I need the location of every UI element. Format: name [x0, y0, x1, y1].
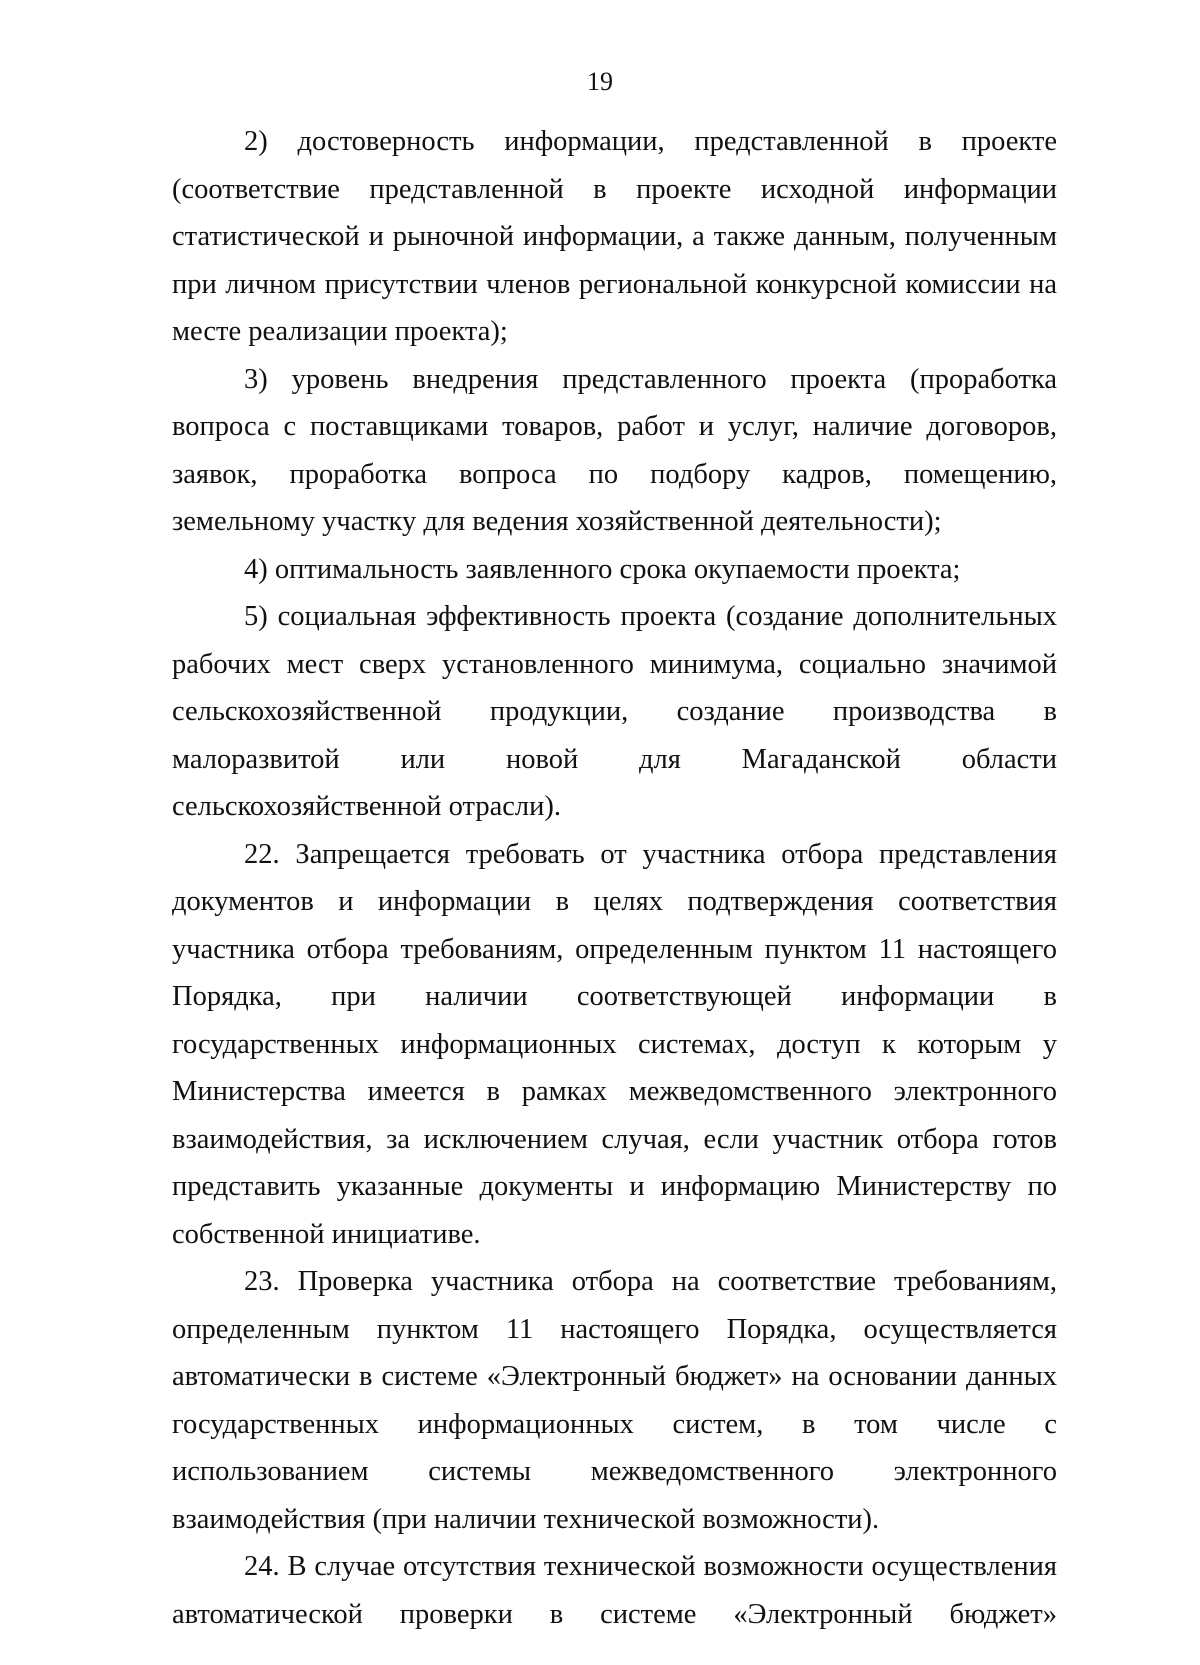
paragraph-criterion-3: 3) уровень внедрения представленного проекта (проработка вопроса с поставщиками товаров, работ и услуг, наличие договоров, заявок, проработка вопроса по подбору кадров, помещению, земельному участку для ведения хозяйственной деятельности); [172, 363, 1057, 537]
paragraph-criterion-2: 2) достоверность информации, представленной в проекте (соответствие представленной в проекте исходной информации статистической и рыночной информации, а также данным, полученным при личном присутствии членов региональной конкурсной комиссии на месте реализации проекта); [172, 126, 1057, 347]
paragraph-criterion-5: 5) социальная эффективность проекта (создание дополнительных рабочих мест сверх установленного минимума, социально значимой сельскохозяйственной продукции, создание производства в малоразвитой или новой для Магаданской области сельскохозяйственной отрасли). [172, 601, 1057, 822]
paragraph-item-24: 24. В случае отсутствия технической возможности осуществления автоматической проверки в системе «Электронный бюджет» [172, 1551, 1057, 1630]
paragraph-item-22: 22. Запрещается требовать от участника отбора представления документов и информации в целях подтверждения соответствия участника отбора требованиям, определенным пунктом 11 настоящего Порядка, при наличии соответствующей информации в государственных информационных системах, доступ к которым у Министерства имеется в рамках межведомственного электронного взаимодействия, за исключением случая, если участник отбора готов представить указанные документы и информацию Министерству по собственной инициативе. [172, 838, 1057, 1250]
page-number: 19 [587, 67, 613, 96]
paragraph-item-23: 23. Проверка участника отбора на соответствие требованиям, определенным пунктом 11 настоящего Порядка, осуществляется автоматически в системе «Электронный бюджет» на основании данных государственных информационных систем, в том числе с использованием системы межведомственного электронного взаимодействия (при наличии технической возможности). [172, 1266, 1057, 1535]
document-body [172, 118, 1057, 1638]
paragraph-criterion-4: 4) оптимальность заявленного срока окупаемости проекта; [244, 553, 961, 585]
